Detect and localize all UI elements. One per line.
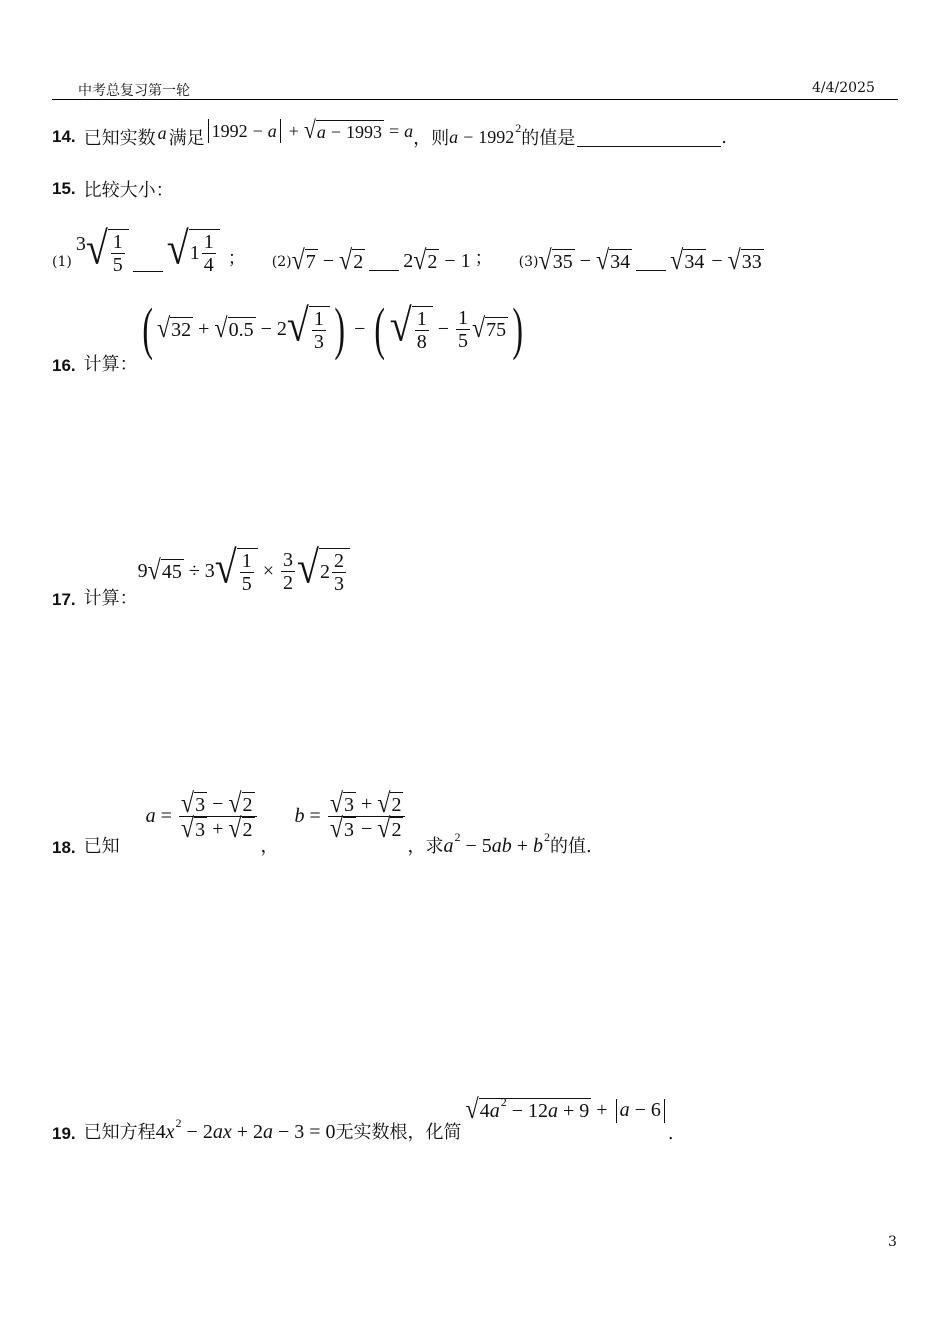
- question-number: 17.: [52, 590, 76, 609]
- q15-part-1-label: (1): [52, 254, 72, 270]
- question-19: 19. 已知方程 4 x 2 − 2 ax + 2 a − 3 = 0 无实数根，化简 √ 4 a 2 − 12 a + 9 + a − 6 .: [52, 1094, 674, 1144]
- q18-text-3: 的值.: [550, 836, 592, 857]
- q16-expression: ( √ 32 + √ 0.5 − 2 √ $\frac{1}{3}$ ) − ( √ $\frac{1}{8}$ − $\frac{1}{5}$ √ 75 ): [141, 296, 524, 361]
- q14-condition: 1992 − a + √ a − 1993 = a: [205, 119, 413, 143]
- q15-part-1-left: 3 √ $\frac{1}{5}$: [76, 229, 129, 276]
- q19-text-2: 无实数根，化简: [335, 1122, 462, 1143]
- header-date: 4/4/2025: [812, 80, 875, 96]
- q18-text-2: ，求: [407, 836, 444, 857]
- q15-title: 比较大小：: [83, 180, 174, 201]
- q15-part-2-expr: √ 7 − √ 2 2 √ 2 − 1: [291, 245, 471, 276]
- question-16: [52, 296, 528, 380]
- question-number: 19.: [52, 1124, 76, 1143]
- q17-label: 计算：: [83, 588, 138, 609]
- q19-equation: 4 x 2 − 2 ax + 2 a − 3 = 0: [155, 1116, 336, 1143]
- question-17: [52, 541, 350, 614]
- q18-b-definition: b = √ 3 + √ 2 √ 3 − √ 2: [295, 792, 408, 841]
- question-18: 18. 已知 a = √ 3 − √ 2 √ 3 + √ 2 ， b = √ 3 + √ 2 √ 3 − √ 2 ，求 a 2 − 5 ab + b 2 的值.: [52, 789, 592, 857]
- header-rule: [52, 99, 898, 100]
- q15-part-2-label: (2): [271, 254, 292, 270]
- answer-blank: [577, 128, 721, 147]
- q14-text-3: ，则: [413, 128, 450, 149]
- q18-a-definition: a = √ 3 − √ 2 √ 3 + √ 2: [146, 792, 259, 841]
- q15-part-3-label: (3): [518, 254, 539, 270]
- header-title: 中考总复习第一轮: [78, 83, 190, 99]
- q14-text-1: 已知实数: [83, 128, 156, 149]
- question-number: 18.: [52, 838, 76, 857]
- question-number: 16.: [52, 356, 76, 375]
- q15-part-1-right: √ 1 $\frac{1}{4}$: [167, 229, 220, 276]
- q14-var-a: a: [157, 122, 167, 143]
- q19-label: 已知方程: [83, 1122, 156, 1143]
- question-number: 14.: [52, 127, 76, 146]
- q16-label: 计算：: [83, 354, 138, 375]
- q14-expression: a − 1992 2: [449, 120, 522, 147]
- q14-text-4: 的值是: [521, 128, 576, 149]
- page-number: 3: [888, 1234, 897, 1250]
- question-number: 15.: [52, 179, 76, 198]
- q17-expression: 9 √ 45 ÷ 3 √ $\frac{1}{5}$ × $\frac{3}{2}$ √ 2 $\frac{2}{3}$: [138, 548, 350, 595]
- question-14: 14. 已知实数 a 满足 1992 − a + √ a − 1993 = a ，则 a − 1992 2 的值是 .: [52, 115, 728, 149]
- q18-label: 已知: [83, 836, 120, 857]
- compare-blank: [133, 253, 163, 272]
- q15-part-3-expr: √ 35 − √ 34 √ 34 − √ 33: [538, 245, 762, 276]
- q19-expression: √ 4 a 2 − 12 a + 9 + a − 6: [466, 1098, 668, 1123]
- q14-text-2: 满足: [168, 128, 205, 149]
- question-15: [52, 176, 174, 202]
- q18-expression: a 2 − 5 ab + b 2: [443, 830, 551, 857]
- q15-parts: (1) 3 √ $\frac{1}{5}$ √ 1 $\frac{1}{4}$ ； (2) √ 7 − √ 2 2 √ 2 − 1 ； (3) √ 35 − √ 34 √ 34 − √ 33: [52, 222, 762, 276]
